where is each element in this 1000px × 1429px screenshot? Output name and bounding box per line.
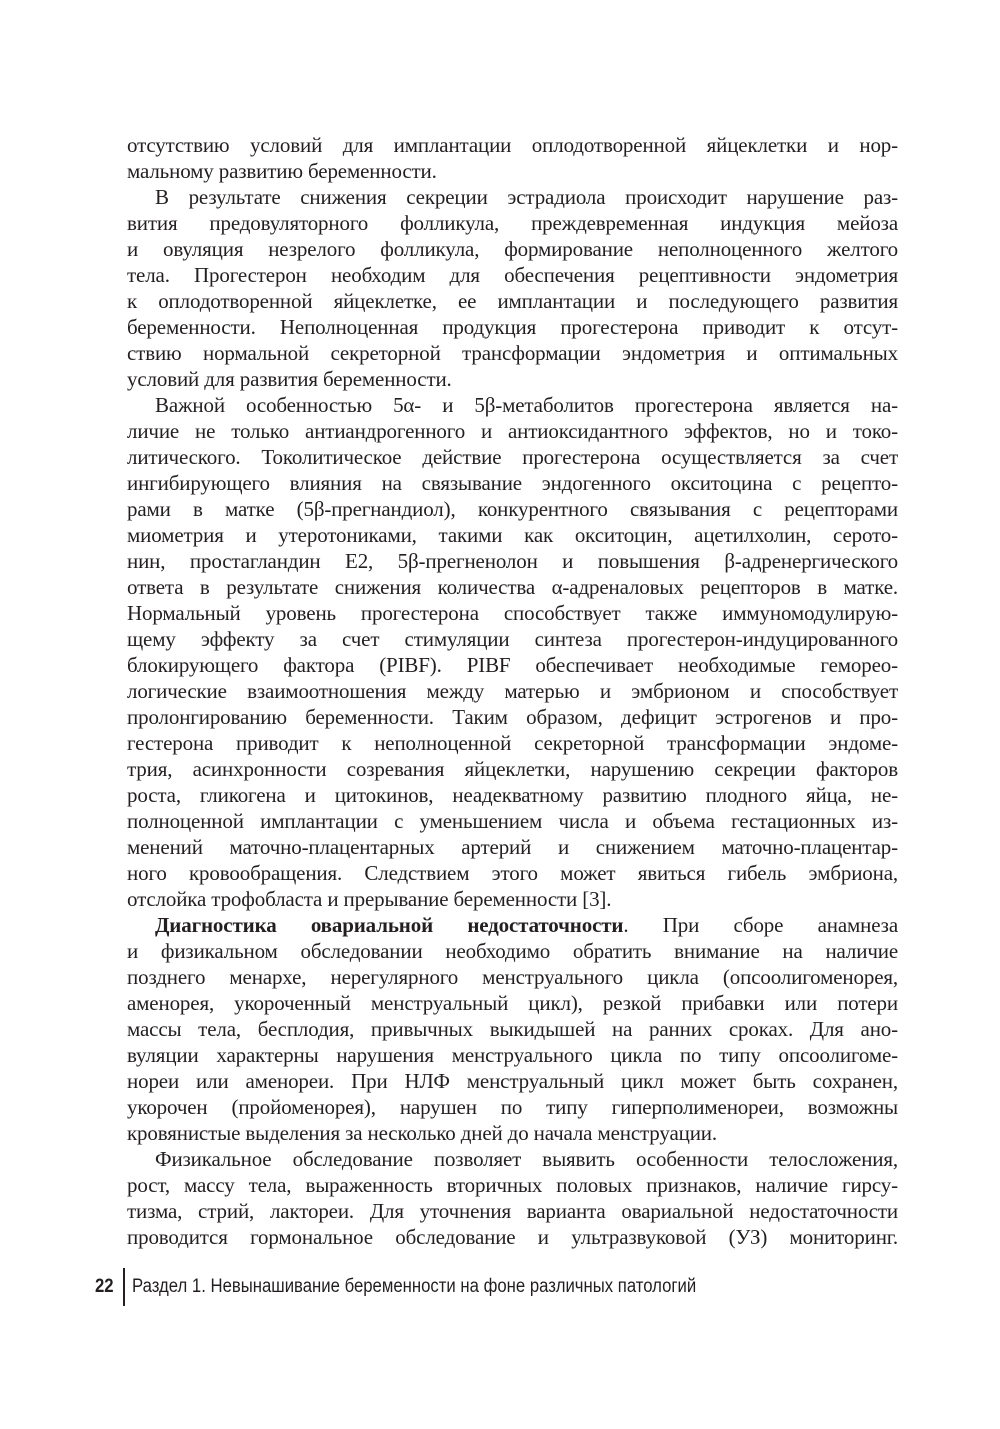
line-text: беременности. Неполноценная продукция прогестерона приводит к отсут- bbox=[127, 315, 898, 339]
text-line bbox=[127, 470, 898, 496]
paragraph bbox=[127, 1146, 898, 1250]
line-text: вития предовуляторного фолликула, преждевременная индукция мейоза bbox=[127, 211, 898, 235]
line-text: к оплодотворенной яйцеклетке, ее имплантации и последующего развития bbox=[127, 289, 898, 313]
line-text: трия, асинхронности созревания яйцеклетки, нарушению секреции факторов bbox=[127, 757, 898, 781]
text-line bbox=[127, 262, 898, 288]
text-line bbox=[127, 1198, 898, 1224]
line-text: Физикальное обследование позволяет выявить особенности телосложения, bbox=[155, 1147, 898, 1171]
line-text: отсутствию условий для имплантации оплодотворенной яйцеклетки и нор- bbox=[127, 133, 898, 157]
text-line bbox=[127, 964, 898, 990]
text-line bbox=[127, 704, 898, 730]
text-line bbox=[127, 236, 898, 262]
line-text: . При сборе анамнеза bbox=[623, 913, 898, 937]
line-text: гестерона приводит к неполноценной секреторной трансформации эндоме- bbox=[127, 731, 898, 755]
text-line bbox=[127, 496, 898, 522]
text-line bbox=[127, 626, 898, 652]
text-line bbox=[127, 886, 898, 912]
text-line bbox=[127, 574, 898, 600]
text-line bbox=[127, 834, 898, 860]
text-line bbox=[127, 1224, 898, 1250]
line-text: аменорея, укороченный менструальный цикл), резкой прибавки или потери bbox=[127, 991, 898, 1015]
text-line bbox=[127, 808, 898, 834]
line-text: и овуляция незрелого фолликула, формирование неполноценного желтого bbox=[127, 237, 898, 261]
page-footer bbox=[95, 1270, 773, 1304]
line-text: проводится гормональное обследование и ультразвуковой (УЗ) мониторинг. bbox=[127, 1225, 898, 1249]
text-line bbox=[127, 210, 898, 236]
text-line bbox=[127, 184, 898, 210]
section-heading: Диагностика овариальной недостаточности bbox=[155, 913, 624, 937]
line-text: ствию нормальной секреторной трансформации эндометрия и оптимальных bbox=[127, 341, 898, 365]
text-line bbox=[127, 730, 898, 756]
body-text bbox=[127, 132, 898, 1250]
text-line bbox=[127, 600, 898, 626]
line-text: миометрия и утеротониками, такими как окситоцин, ацетилхолин, серото- bbox=[127, 523, 898, 547]
line-text: укорочен (пройоменорея), нарушен по типу гиперполименореи, возможны bbox=[127, 1095, 898, 1119]
line-text: рами в матке (5β-прегнандиол), конкурентного связывания с рецепторами bbox=[127, 497, 898, 521]
line-text: роста, гликогена и цитокинов, неадекватному развитию плодного яйца, не- bbox=[127, 783, 898, 807]
text-line bbox=[127, 288, 898, 314]
text-line bbox=[127, 340, 898, 366]
line-text: литического. Токолитическое действие прогестерона осуществляется за счет bbox=[127, 445, 898, 469]
text-line bbox=[127, 756, 898, 782]
line-text: Нормальный уровень прогестерона способствует также иммуномодулирую- bbox=[127, 601, 898, 625]
text-line bbox=[127, 1094, 898, 1120]
text-line bbox=[127, 1016, 898, 1042]
line-text: отслойка трофобласта и прерывание беременности [3]. bbox=[127, 887, 612, 911]
line-text: Важной особенностью 5α- и 5β-метаболитов прогестерона является на- bbox=[155, 393, 898, 417]
text-line bbox=[127, 522, 898, 548]
line-text: ного кровообращения. Следствием этого может явиться гибель эмбриона, bbox=[127, 861, 898, 885]
text-line bbox=[127, 444, 898, 470]
line-text: полноценной имплантации с уменьшением числа и объема гестационных из- bbox=[127, 809, 898, 833]
line-text: нореи или аменореи. При НЛФ менструальный цикл может быть сохранен, bbox=[127, 1069, 898, 1093]
text-line bbox=[127, 1120, 898, 1146]
text-line bbox=[127, 990, 898, 1016]
line-text: личие не только антиандрогенного и антиоксидантного эффектов, но и токо- bbox=[127, 419, 898, 443]
running-title: Раздел 1. Невынашивание беременности на фоне различных патологий bbox=[131, 1276, 696, 1297]
page-number: 22 bbox=[95, 1276, 114, 1297]
text-line bbox=[127, 158, 898, 184]
line-text: пролонгированию беременности. Таким образом, дефицит эстрогенов и про- bbox=[127, 705, 898, 729]
line-text: массы тела, бесплодия, привычных выкидышей на ранних сроках. Для ано- bbox=[127, 1017, 898, 1041]
text-line bbox=[127, 1172, 898, 1198]
text-line bbox=[127, 418, 898, 444]
text-line bbox=[127, 132, 898, 158]
text-line bbox=[127, 1042, 898, 1068]
line-text: условий для развития беременности. bbox=[127, 367, 452, 391]
paragraph bbox=[127, 184, 898, 392]
text-line bbox=[127, 366, 898, 392]
text-line bbox=[127, 652, 898, 678]
footer-divider bbox=[123, 1268, 125, 1306]
paragraph bbox=[127, 912, 898, 1146]
line-text: менений маточно-плацентарных артерий и снижением маточно-плацентар- bbox=[127, 835, 898, 859]
line-text: В результате снижения секреции эстрадиола происходит нарушение раз- bbox=[155, 185, 898, 209]
line-text: логические взаимоотношения между матерью и эмбрионом и способствует bbox=[127, 679, 898, 703]
line-text: блокирующего фактора (PIBF). PIBF обеспечивает необходимые гемореo- bbox=[127, 653, 898, 677]
line-text: позднего менархе, нерегулярного менструального цикла (опсоолигоменорея, bbox=[127, 965, 898, 989]
text-line bbox=[127, 678, 898, 704]
line-text: кровянистые выделения за несколько дней до начала менструации. bbox=[127, 1121, 717, 1145]
text-line bbox=[127, 548, 898, 574]
line-text: вуляции характерны нарушения менструального цикла по типу опсоолигоме- bbox=[127, 1043, 898, 1067]
text-line bbox=[127, 1068, 898, 1094]
text-line bbox=[127, 314, 898, 340]
paragraph bbox=[127, 132, 898, 184]
line-text: ингибирующего влияния на связывание эндогенного окситоцина с рецепто- bbox=[127, 471, 898, 495]
line-text: мальному развитию беременности. bbox=[127, 159, 437, 183]
line-text: щему эффекту за счет стимуляции синтеза прогестерон-индуцированного bbox=[127, 627, 898, 651]
paragraph bbox=[127, 392, 898, 912]
text-line bbox=[127, 782, 898, 808]
line-text: рост, массу тела, выраженность вторичных половых признаков, наличие гирсу- bbox=[127, 1173, 898, 1197]
line-text: тела. Прогестерон необходим для обеспечения рецептивности эндометрия bbox=[127, 263, 898, 287]
line-text: тизма, стрий, лактореи. Для уточнения варианта овариальной недостаточности bbox=[127, 1199, 898, 1223]
text-line bbox=[127, 392, 898, 418]
text-line bbox=[127, 938, 898, 964]
line-text: ответа в результате снижения количества α-адреналовых рецепторов в матке. bbox=[127, 575, 898, 599]
line-text: и физикальном обследовании необходимо обратить внимание на наличие bbox=[127, 939, 898, 963]
text-line bbox=[127, 1146, 898, 1172]
line-text: нин, простагландин Е2, 5β-прегненолон и повышения β-адренергического bbox=[127, 549, 898, 573]
text-line bbox=[127, 912, 898, 938]
text-line bbox=[127, 860, 898, 886]
